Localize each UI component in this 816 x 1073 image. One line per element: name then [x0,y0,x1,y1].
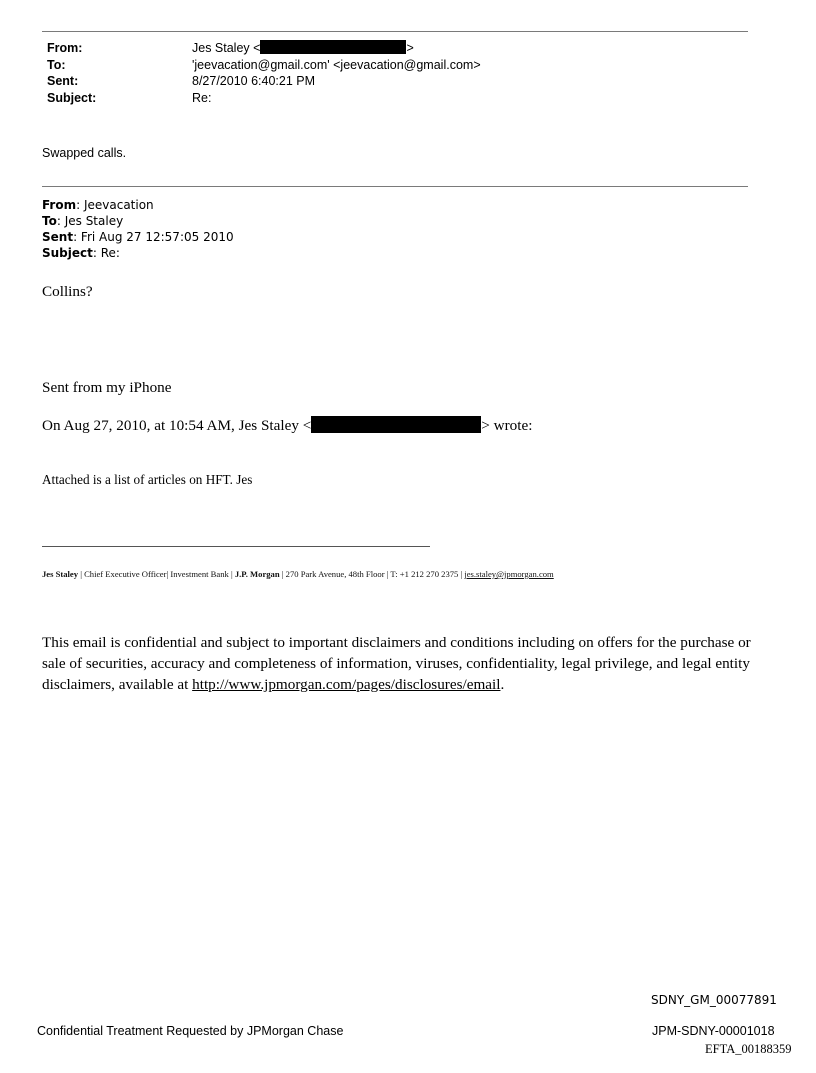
reply-to-line [42,213,123,229]
redaction-box [260,40,406,54]
signature-name: Jes Staley [42,569,79,579]
disclaimer-text: This email is confidential and subject to important disclaimers and conditions including on offers for the purchase or sale of securities, accuracy and completeness of information, viruses, confidentiality, legal privilege, and legal entity disclaimers, available at [42,634,751,693]
disclaimer-end: . [500,676,505,693]
signature-address: | 270 Park Avenue, 48th Floor | T: +1 212 270 2375 | [279,569,465,579]
reply-subject-value: : Re: [92,246,120,260]
top-divider [42,31,748,32]
reply-sent-label: Sent [42,230,74,244]
quoted-intro-end: > wrote: [481,417,533,434]
to-label: To: [47,58,66,72]
reply-body: Collins? [42,283,93,300]
signature-details: | Chief Executive Officer| Investment Bank | [78,569,235,579]
to-value[interactable]: 'jeevacation@gmail.com' <jeevacation@gmail.com> [192,58,481,72]
reply-subject-line [42,245,120,261]
efta-number: EFTA_00188359 [705,1042,792,1056]
reply-sent-line [42,229,234,245]
message-body: Swapped calls. [42,146,127,160]
reply-from-line [42,197,154,213]
signature-divider [42,546,430,547]
iphone-signature: Sent from my iPhone [42,379,172,396]
quoted-intro-start: On Aug 27, 2010, at 10:54 AM, Jes Staley < [42,417,312,434]
from-value [192,40,414,56]
from-name: Jes Staley < [192,41,261,55]
signature-line [42,569,554,579]
redaction-box [311,416,481,433]
from-end: > [406,41,414,55]
reply-from-value: : Jeevacation [76,198,154,212]
bates-number: SDNY_GM_00077891 [651,993,777,1007]
jpm-document-number: JPM-SDNY-00001018 [652,1024,775,1038]
reply-to-label: To [42,214,57,228]
from-label: From: [47,41,83,55]
sent-value: 8/27/2010 6:40:21 PM [192,74,316,88]
signature-email-link[interactable]: jes.staley@jpmorgan.com [464,569,554,579]
reply-sent-value: : Fri Aug 27 12:57:05 2010 [73,230,234,244]
confidential-notice: Confidential Treatment Requested by JPMorgan Chase [37,1024,344,1038]
disclaimer-link[interactable]: http://www.jpmorgan.com/pages/disclosures/email [192,676,501,693]
message-divider [42,186,748,187]
subject-value: Re: [192,91,212,105]
reply-to-value: : Jes Staley [56,214,124,228]
signature-company: J.P. Morgan [234,569,280,579]
reply-subject-label: Subject [42,246,93,260]
disclaimer [42,632,754,695]
quoted-intro [42,416,532,435]
quoted-body: Attached is a list of articles on HFT. Jes [42,472,253,487]
sent-label: Sent: [47,74,79,88]
reply-from-label: From [42,198,77,212]
subject-label: Subject: [47,91,97,105]
